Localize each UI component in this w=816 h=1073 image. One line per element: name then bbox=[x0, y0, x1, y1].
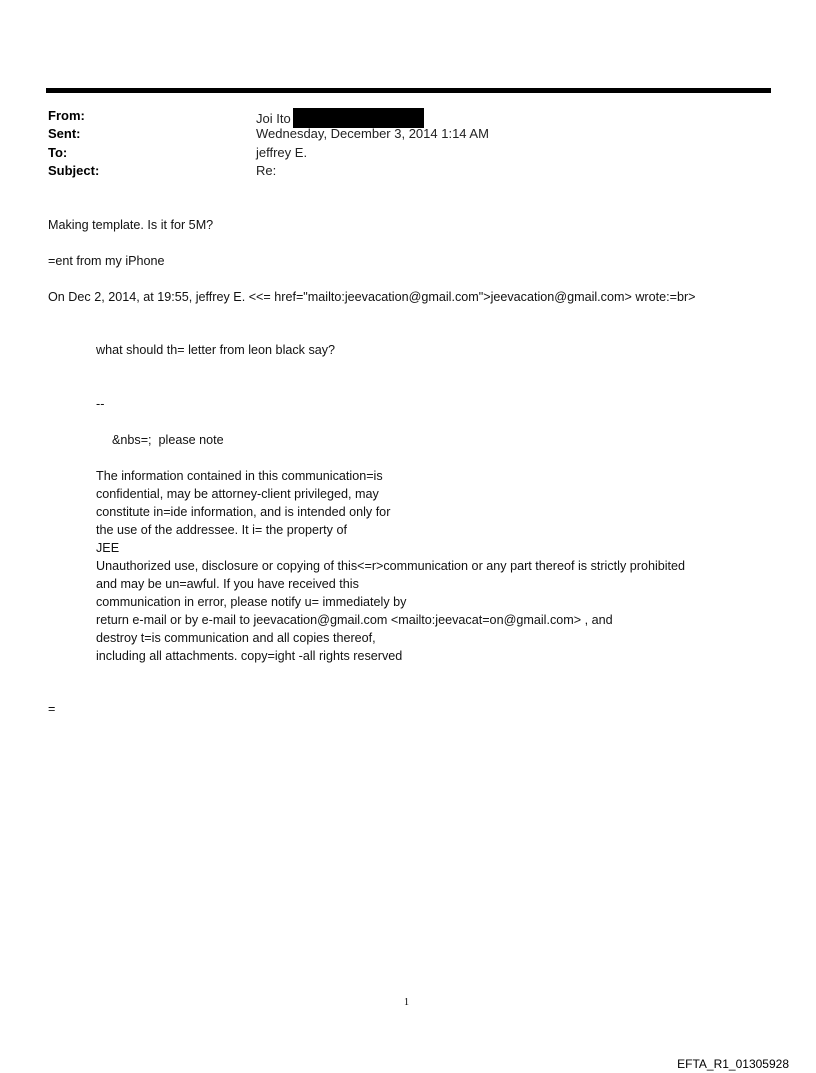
disclaimer-line: return e-mail or by e-mail to jeevacation@gmail.com <mailto:jeevacat=on@gmail.com> , and bbox=[96, 613, 613, 627]
quoted-message-line: what should th= letter from leon black say? bbox=[96, 343, 336, 357]
to-value: jeffrey E. bbox=[256, 145, 308, 160]
disclaimer-line: the use of the addressee. It i= the property of bbox=[96, 523, 347, 537]
disclaimer-line: JEE bbox=[96, 541, 120, 555]
body-line: =ent from my iPhone bbox=[48, 254, 165, 268]
quoted-header-line: On Dec 2, 2014, at 19:55, jeffrey E. <<= href="mailto:jeevacation@gmail.com">jeevacation@gmail.com> wrote:=br> bbox=[48, 290, 696, 304]
disclaimer-line: and may be un=awful. If you have received this bbox=[96, 577, 359, 591]
disclaimer-line: constitute in=ide information, and is intended only for bbox=[96, 505, 391, 519]
redaction-box bbox=[293, 108, 424, 128]
disclaimer-line: including all attachments. copy=ight -all rights reserved bbox=[96, 649, 403, 663]
disclaimer-line: confidential, may be attorney-client privileged, may bbox=[96, 487, 379, 501]
disclaimer-line: destroy t=is communication and all copies thereof, bbox=[96, 631, 376, 645]
disclaimer-line: communication in error, please notify u= immediately by bbox=[96, 595, 407, 609]
signature-separator: -- bbox=[96, 397, 105, 411]
page-number: 1 bbox=[404, 997, 409, 1008]
sent-value: Wednesday, December 3, 2014 1:14 AM bbox=[256, 126, 489, 141]
from-label: From: bbox=[48, 108, 85, 123]
subject-value: Re: bbox=[256, 163, 277, 178]
document-id: EFTA_R1_01305928 bbox=[677, 1057, 789, 1071]
sent-label: Sent: bbox=[48, 126, 81, 141]
from-value bbox=[256, 108, 424, 128]
subject-label: Subject: bbox=[48, 163, 100, 178]
disclaimer-line: Unauthorized use, disclosure or copying of this<=r>communication or any part thereof is strictly prohibited bbox=[96, 559, 686, 573]
disclaimer-heading: &nbs=; please note bbox=[112, 433, 224, 447]
header-rule bbox=[46, 88, 771, 93]
from-name: Joi Ito bbox=[256, 111, 291, 126]
disclaimer-line: The information contained in this communication=is bbox=[96, 469, 383, 483]
to-label: To: bbox=[48, 145, 68, 160]
trailing-character: = bbox=[48, 702, 56, 716]
body-line: Making template. Is it for 5M? bbox=[48, 218, 214, 232]
